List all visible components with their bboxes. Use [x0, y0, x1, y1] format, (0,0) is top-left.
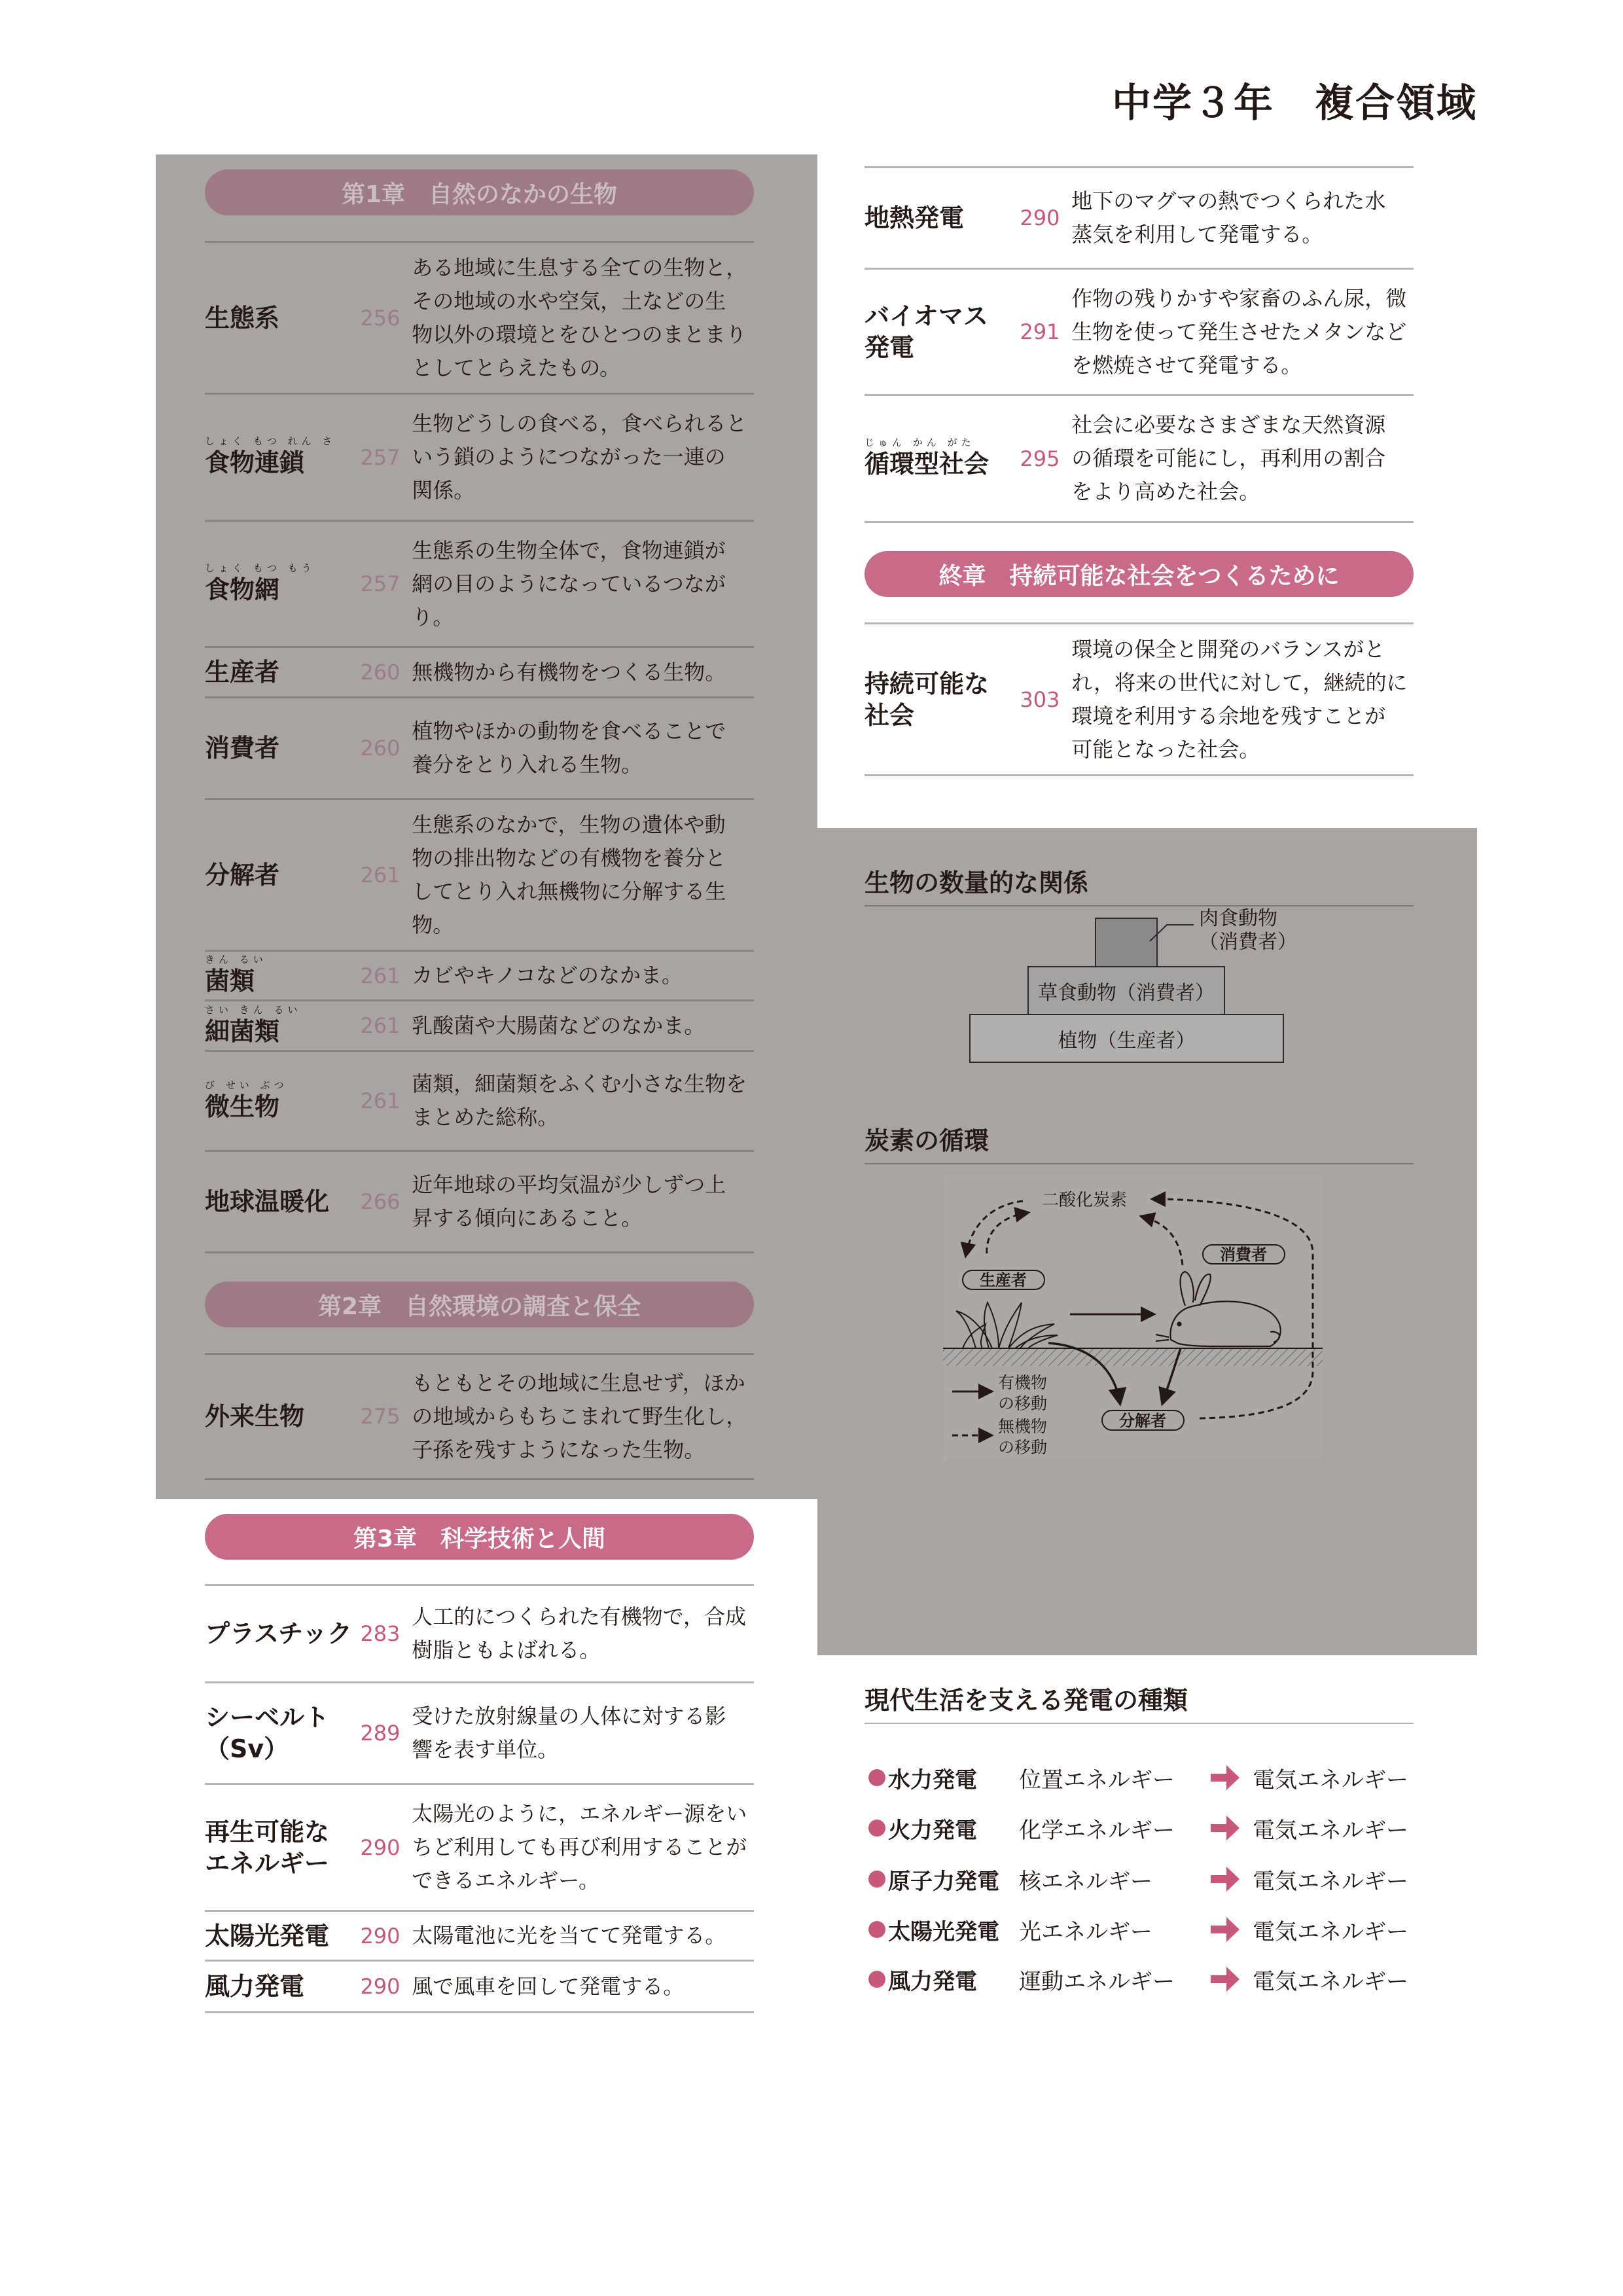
term-furigana: び せい ぶつ [205, 1079, 288, 1091]
legend-inorganic-line2: の移動 [998, 1438, 1048, 1457]
glossary-definition [412, 251, 754, 385]
definition-line: 生物どうしの食べる，食べられると [412, 411, 747, 436]
definition-line: 生態系のなかで，生物の遺体や動 [412, 812, 726, 837]
definition-line: 可能となった社会。 [1071, 736, 1260, 762]
glossary-definition [412, 1168, 754, 1235]
pyramid-herbivore-block [1027, 966, 1225, 1015]
carbon-section-title: 炭素の循環 [865, 1121, 1414, 1164]
chapter1-glossary-table [205, 241, 754, 1253]
glossary-definition [412, 1919, 754, 1952]
term-furigana: しょく もつ れん さ [205, 435, 336, 447]
glossary-row [205, 1912, 754, 1962]
power-type: 水力発電 [888, 1767, 977, 1793]
glossary-term [205, 563, 360, 605]
definition-line: 生物を使って発生させたメタンなど [1071, 319, 1407, 344]
glossary-term [865, 202, 1020, 234]
glossary-row [205, 648, 754, 698]
glossary-term [205, 1618, 360, 1649]
glossary-row [205, 522, 754, 648]
term-furigana: しょく もつ もう [205, 562, 315, 574]
pyramid-leader-line [1139, 916, 1204, 949]
source-energy: 位置エネルギー [1019, 1767, 1175, 1793]
page-number: 291 [1020, 319, 1060, 344]
bullet-icon [868, 1921, 885, 1938]
glossary-term [205, 1971, 360, 2002]
definition-line: 太陽電池に光を当てて発電する。 [412, 1923, 726, 1948]
page-number: 261 [360, 862, 401, 888]
glossary-definition [1071, 633, 1414, 766]
glossary-term [865, 437, 1020, 480]
definition-line: 物の排出物などの有機物を養分と [412, 845, 726, 870]
definition-line: 作物の残りかすや家畜のふん尿，微 [1071, 285, 1407, 311]
term-line: 社会 [865, 700, 915, 730]
glossary-row [205, 243, 754, 395]
glossary-definition [412, 1700, 754, 1767]
page-number: 261 [360, 1088, 401, 1113]
power-section-title: 現代生活を支える発電の種類 [865, 1680, 1414, 1724]
term-line: 微生物 [205, 1092, 280, 1121]
page-number: 257 [360, 571, 401, 596]
pyramid-herbivore-label: 草食動物（消費者） [1038, 981, 1215, 1005]
chapter2-heading: 第2章 自然環境の調査と保全 [205, 1282, 754, 1327]
pyramid-section-title: 生物の数量的な関係 [865, 863, 1414, 906]
glossary-definition [412, 959, 754, 992]
definition-line: 乳酸菌や大腸菌などのなかま。 [412, 1013, 705, 1038]
glossary-row [205, 1785, 754, 1912]
glossary-definition [1071, 282, 1414, 382]
carbon-cycle-diagram [943, 1175, 1323, 1460]
definition-line: その地域の水や空気，土などの生 [412, 288, 726, 314]
definition-line: れ，将来の世代に対して，継続的に [1071, 670, 1408, 695]
arrow-right-icon [1205, 1761, 1253, 1794]
definition-line: 養分をとり入れる生物。 [412, 752, 643, 777]
definition-line: 人工的につくられた有機物で，合成 [412, 1604, 746, 1629]
arrow-right-icon [1205, 1963, 1253, 1996]
definition-line: 菌類，細菌類をふくむ小さな生物を [412, 1071, 747, 1096]
term-line: 風力発電 [205, 1972, 305, 2001]
glossary-term [205, 859, 360, 891]
glossary-row [205, 395, 754, 522]
pyramid-plant-block [969, 1014, 1284, 1063]
glossary-definition [412, 1600, 754, 1667]
glossary-term [865, 668, 1020, 731]
power-type: 風力発電 [888, 1968, 977, 1995]
glossary-definition [412, 715, 754, 781]
page-number: 289 [360, 1721, 401, 1746]
definition-line: 環境を利用する余地を残すことが [1071, 703, 1386, 728]
co2-label: 二酸化炭素 [1041, 1191, 1128, 1210]
page-number: 256 [360, 305, 401, 331]
term-line: 分解者 [205, 860, 280, 889]
definition-line: 樹脂ともよばれる。 [412, 1638, 601, 1662]
page-number: 261 [360, 1013, 401, 1038]
source-energy: 化学エネルギー [1019, 1817, 1175, 1844]
glossary-term [205, 1920, 360, 1952]
power-row [865, 1812, 1408, 1844]
definition-line: ある地域に生息する全ての生物と， [412, 255, 747, 280]
term-line: 菌類 [205, 967, 255, 996]
decomposer-label: 分解者 [1119, 1412, 1166, 1430]
legend-organic-line1: 有機物 [998, 1373, 1048, 1392]
glossary-row [865, 396, 1414, 523]
glossary-term [865, 300, 1020, 363]
chapter3-glossary-table-continued [865, 166, 1414, 523]
page-number: 257 [360, 444, 401, 470]
power-row [865, 1913, 1408, 1946]
definition-line: の地域からもちこまれて野生化し， [412, 1403, 747, 1429]
term-furigana: じゅん かん がた [865, 437, 975, 448]
glossary-definition [1071, 408, 1414, 509]
term-line: 地球温暖化 [205, 1187, 330, 1216]
definition-line: 生態系の生物全体で，食物連鎖が [412, 537, 726, 563]
glossary-definition [412, 407, 754, 507]
carnivore-label-line: 肉食動物 [1199, 907, 1277, 930]
definition-line: 響を表す単位。 [412, 1737, 559, 1762]
page-number: 260 [360, 736, 401, 761]
page-number: 290 [360, 1923, 401, 1948]
definition-line: してとり入れ無機物に分解する生 [412, 878, 726, 904]
arrow-right-icon [1205, 1913, 1253, 1946]
definition-line: 受けた放射線量の人体に対する影 [412, 1704, 726, 1729]
term-furigana: きん るい [205, 954, 267, 965]
pyramid-carnivore-label [1199, 907, 1297, 954]
glossary-definition [412, 1067, 754, 1134]
glossary-definition [412, 656, 754, 689]
definition-line: 関係。 [412, 478, 475, 503]
glossary-row [205, 1001, 754, 1052]
page-number: 261 [360, 963, 401, 988]
glossary-definition [412, 534, 754, 634]
glossary-definition [412, 1970, 754, 2003]
bullet-icon [868, 1971, 885, 1988]
term-line: 食物網 [205, 575, 280, 604]
term-line: 消費者 [205, 734, 280, 762]
definition-line: カビやキノコなどのなかま。 [412, 963, 683, 988]
glossary-term [205, 732, 360, 764]
power-row [865, 1761, 1408, 1794]
chapter1-heading: 第1章 自然のなかの生物 [205, 170, 754, 215]
definition-line: 地下のマグマの熱でつくられた水 [1071, 188, 1386, 213]
output-energy: 電気エネルギー [1253, 1817, 1408, 1844]
glossary-term [205, 1816, 360, 1879]
arrow-right-icon [1205, 1812, 1253, 1844]
glossary-term [205, 1401, 360, 1432]
glossary-term [205, 1080, 360, 1122]
power-type: 太陽光発電 [888, 1918, 999, 1945]
glossary-row [205, 1683, 754, 1785]
page-number: 283 [360, 1621, 401, 1646]
glossary-term [205, 1005, 360, 1047]
definition-line: ちど利用しても再び利用することが [412, 1835, 747, 1859]
chapter3-heading: 第3章 科学技術と人間 [205, 1514, 754, 1560]
glossary-term [205, 436, 360, 478]
term-line: バイオマス [865, 302, 988, 331]
definition-line: り。 [412, 604, 454, 630]
output-energy: 電気エネルギー [1253, 1767, 1408, 1793]
definition-line: を燃焼させて発電する。 [1071, 352, 1302, 378]
glossary-definition [412, 808, 754, 942]
page-number: 290 [360, 1974, 401, 1999]
glossary-definition [412, 1797, 754, 1897]
term-line: 太陽光発電 [205, 1921, 330, 1950]
bullet-icon [868, 1820, 885, 1837]
term-line: 細菌類 [205, 1016, 280, 1046]
glossary-row [205, 800, 754, 952]
term-line: 地熱発電 [865, 204, 965, 232]
page-number: 266 [360, 1189, 401, 1214]
definition-line: もともとその地域に生息せず，ほか [412, 1370, 745, 1395]
glossary-definition [412, 1009, 754, 1043]
bullet-icon [868, 1769, 885, 1786]
page-number: 295 [1020, 446, 1060, 471]
chapter2-glossary-table [205, 1353, 754, 1480]
page-number: 290 [360, 1835, 401, 1860]
power-type: 火力発電 [888, 1817, 977, 1844]
term-line: シーベルト [205, 1703, 330, 1732]
definition-line: 近年地球の平均気温が少しずつ上 [412, 1172, 726, 1197]
term-line: 生態系 [205, 303, 280, 332]
power-row [865, 1863, 1408, 1895]
definition-line: 物以外の環境とをひとつのまとまり [412, 321, 747, 347]
definition-line: できるエネルギー。 [412, 1868, 599, 1893]
definition-line: としてとらえたもの。 [412, 355, 620, 380]
glossary-term [205, 1702, 360, 1765]
page-number: 290 [1020, 206, 1060, 230]
glossary-term [205, 954, 360, 997]
output-energy: 電気エネルギー [1253, 1868, 1408, 1895]
definition-line: 子孫を残すようになった生物。 [412, 1437, 705, 1462]
term-line: 外来生物 [205, 1402, 305, 1431]
definition-line: 環境の保全と開発のバランスがと [1071, 636, 1385, 662]
term-line: 循環型社会 [865, 450, 990, 478]
definition-line: の循環を可能にし，再利用の割合 [1071, 446, 1386, 471]
pyramid-plant-label: 植物（生産者） [1058, 1029, 1196, 1052]
glossary-definition [412, 1367, 754, 1467]
glossary-row [205, 698, 754, 800]
definition-line: 無機物から有機物をつくる生物。 [412, 659, 726, 685]
definition-line: 風で風車を回して発電する。 [412, 1973, 685, 1999]
definition-line: 網の目のようになっているつなが [412, 571, 726, 596]
arrow-right-icon [1205, 1863, 1253, 1895]
term-line: （Sv） [205, 1734, 289, 1763]
consumer-label: 消費者 [1220, 1246, 1267, 1264]
glossary-row [205, 1962, 754, 2013]
page-number: 275 [360, 1404, 401, 1429]
final-chapter-glossary-table [865, 622, 1414, 776]
term-line: プラスチック [205, 1619, 352, 1648]
glossary-definition [1071, 185, 1414, 251]
glossary-row [205, 952, 754, 1001]
definition-line: いう鎖のようにつながった一連の [412, 444, 726, 469]
definition-line: 社会に必要なさまざまな天然資源 [1071, 412, 1386, 437]
power-row [865, 1963, 1408, 1996]
glossary-term [205, 1186, 360, 1217]
term-furigana: さい きん るい [205, 1003, 302, 1016]
glossary-row [205, 1152, 754, 1253]
page-number: 260 [360, 660, 401, 685]
definition-line: をより高めた社会。 [1071, 479, 1260, 504]
term-line: 再生可能な [205, 1817, 330, 1846]
legend-organic-line2: の移動 [998, 1394, 1048, 1413]
chapter3-glossary-table [205, 1584, 754, 2013]
page-title: 中学３年 複合領域 [1112, 81, 1477, 126]
glossary-row [205, 1355, 754, 1480]
glossary-term [205, 302, 360, 334]
definition-line: まとめた総称。 [412, 1105, 559, 1130]
glossary-row [205, 1052, 754, 1152]
definition-line: 物。 [412, 912, 454, 937]
glossary-row [865, 168, 1414, 270]
definition-line: 植物やほかの動物を食べることで [412, 719, 726, 744]
glossary-row [865, 270, 1414, 396]
page-number: 303 [1020, 687, 1060, 712]
source-energy: 運動エネルギー [1019, 1968, 1175, 1995]
carnivore-label-line: （消費者） [1199, 931, 1297, 954]
definition-line: 太陽光のように，エネルギー源をい [412, 1801, 747, 1826]
source-energy: 核エネルギー [1019, 1868, 1152, 1895]
output-energy: 電気エネルギー [1253, 1968, 1408, 1995]
glossary-term [205, 656, 360, 688]
final-chapter-heading: 終章 持続可能な社会をつくるために [865, 551, 1414, 597]
power-type: 原子力発電 [888, 1868, 999, 1895]
term-line: エネルギー [205, 1848, 330, 1878]
definition-line: 昇する傾向にあること。 [412, 1206, 643, 1230]
glossary-row [205, 1586, 754, 1683]
definition-line: 蒸気を利用して発電する。 [1071, 222, 1323, 247]
bullet-icon [868, 1871, 885, 1888]
producer-label: 生産者 [980, 1271, 1027, 1289]
term-line: 生産者 [205, 658, 280, 687]
source-energy: 光エネルギー [1019, 1918, 1152, 1945]
term-line: 持続可能な [865, 669, 990, 698]
term-line: 食物連鎖 [205, 448, 305, 477]
ground-hatch [943, 1348, 1323, 1366]
glossary-row [865, 624, 1414, 776]
term-line: 発電 [865, 333, 915, 362]
legend-inorganic-line1: 無機物 [998, 1417, 1048, 1436]
output-energy: 電気エネルギー [1253, 1918, 1408, 1945]
